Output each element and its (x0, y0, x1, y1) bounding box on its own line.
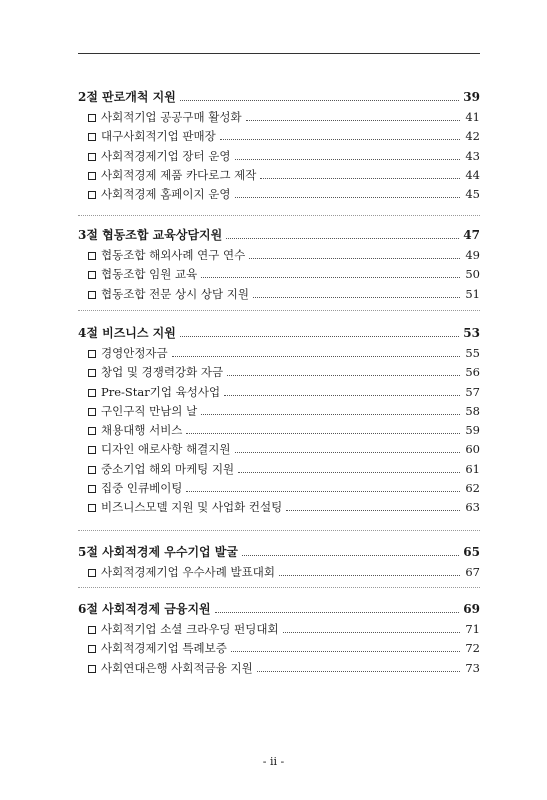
dot-leader (180, 336, 459, 337)
section-title: 5절 사회적경제 우수기업 발굴 (78, 545, 238, 559)
item-page-number: 45 (465, 187, 480, 202)
item-label: 비즈니스모델 지원 및 사업화 컨설팅 (101, 500, 283, 515)
section-title: 6절 사회적경제 금융지원 (78, 602, 211, 616)
toc-section-3 (78, 228, 480, 306)
item-label: 사회적경제기업 특례보증 (101, 641, 227, 656)
toc-item[interactable] (78, 661, 480, 675)
item-page-number: 63 (465, 500, 480, 515)
checkbox-icon (88, 350, 96, 358)
item-label: 사회적기업 공공구매 활성화 (101, 110, 242, 124)
toc-item[interactable] (78, 248, 480, 262)
dot-leader (180, 100, 459, 101)
checkbox-icon (88, 485, 96, 493)
item-label: 협동조합 임원 교육 (101, 267, 198, 282)
checkbox-icon (88, 626, 96, 634)
checkbox-icon (88, 389, 96, 397)
checkbox-icon (88, 252, 96, 260)
item-label: 경영안정자금 (101, 346, 168, 360)
item-label: 대구사회적기업 판매장 (101, 129, 216, 144)
item-page-number: 43 (465, 148, 480, 163)
dot-leader (260, 178, 460, 179)
toc-item[interactable] (78, 168, 480, 182)
toc-section-5 (78, 545, 480, 584)
item-label: 사회적경제기업 우수사례 발표대회 (101, 565, 275, 579)
toc-item[interactable] (78, 110, 480, 124)
checkbox-icon (88, 466, 96, 474)
checkbox-icon (88, 569, 96, 577)
dot-leader (226, 238, 459, 239)
dot-leader (257, 671, 460, 672)
toc-item[interactable] (78, 365, 480, 379)
item-page-number: 67 (465, 565, 480, 579)
section-heading[interactable] (78, 326, 480, 340)
item-label: 채용대행 서비스 (101, 423, 183, 438)
dot-leader (186, 491, 460, 492)
dot-leader (235, 159, 460, 160)
item-page-number: 56 (465, 365, 480, 380)
section-heading[interactable] (78, 602, 480, 616)
checkbox-icon (88, 645, 96, 653)
toc-item[interactable] (78, 622, 480, 636)
item-page-number: 50 (465, 267, 480, 282)
toc-item[interactable] (78, 346, 480, 360)
item-page-number: 61 (465, 461, 480, 476)
section-page-number: 47 (463, 228, 480, 242)
page-footer-number: - ii - (262, 755, 285, 768)
item-label: 사회적기업 소셜 크라우딩 펀딩대회 (101, 622, 279, 636)
item-label: 협동조합 해외사례 연구 연수 (101, 248, 246, 262)
toc-item[interactable] (78, 442, 480, 456)
section-heading[interactable] (78, 545, 480, 559)
checkbox-icon (88, 504, 96, 512)
section-title: 3절 협동조합 교육상담지원 (78, 228, 223, 242)
section-title: 2절 판로개척 지원 (78, 90, 176, 104)
item-label: 창업 및 경쟁력강화 자금 (101, 365, 224, 380)
section-heading[interactable] (78, 228, 480, 242)
toc-item[interactable] (78, 267, 480, 281)
checkbox-icon (88, 114, 96, 122)
checkbox-icon (88, 427, 96, 435)
item-label: 디자인 애로사항 해결지원 (101, 442, 231, 457)
dot-leader (246, 120, 460, 121)
checkbox-icon (88, 271, 96, 279)
item-page-number: 49 (465, 248, 480, 262)
toc-item[interactable] (78, 641, 480, 655)
item-page-number: 59 (465, 423, 480, 438)
section-separator (78, 215, 480, 216)
item-page-number: 73 (465, 660, 480, 675)
checkbox-icon (88, 369, 96, 377)
toc-item[interactable] (78, 385, 480, 399)
item-label: 사회적경제 제품 카다로그 제작 (101, 167, 257, 182)
item-page-number: 62 (465, 481, 480, 496)
dot-leader (242, 555, 459, 556)
checkbox-icon (88, 153, 96, 161)
toc-item[interactable] (78, 565, 480, 579)
dot-leader (186, 433, 460, 434)
toc-item[interactable] (78, 187, 480, 201)
dot-leader (249, 258, 460, 259)
item-page-number: 57 (465, 384, 480, 399)
dot-leader (279, 575, 460, 576)
item-label: 사회적경제 홈페이지 운영 (101, 187, 231, 202)
dot-leader (220, 139, 460, 140)
section-heading[interactable] (78, 90, 480, 104)
item-page-number: 51 (465, 286, 480, 301)
item-label: 사회연대은행 사회적금융 지원 (101, 660, 253, 675)
toc-item[interactable] (78, 481, 480, 495)
dot-leader (253, 297, 460, 298)
toc-section-4 (78, 326, 480, 520)
toc-section-2 (78, 90, 480, 206)
dot-leader (283, 632, 460, 633)
item-page-number: 58 (465, 403, 480, 418)
checkbox-icon (88, 665, 96, 673)
section-page-number: 53 (463, 326, 480, 340)
item-label: 협동조합 전문 상시 상담 지원 (101, 286, 249, 301)
item-page-number: 42 (465, 129, 480, 144)
toc-item[interactable] (78, 404, 480, 418)
dot-leader (231, 651, 460, 652)
section-page-number: 69 (463, 602, 480, 616)
checkbox-icon (88, 191, 96, 199)
dot-leader (201, 414, 460, 415)
checkbox-icon (88, 133, 96, 141)
toc-item[interactable] (78, 149, 480, 163)
section-page-number: 39 (463, 90, 480, 104)
item-label: Pre-Star기업 육성사업 (101, 384, 221, 399)
section-separator (78, 530, 480, 531)
item-label: 중소기업 해외 마케팅 지원 (101, 461, 235, 476)
dot-leader (286, 510, 460, 511)
item-label: 구인구직 만남의 날 (101, 403, 198, 418)
item-label: 사회적경제기업 장터 운영 (101, 148, 231, 163)
dot-leader (224, 395, 460, 396)
dot-leader (215, 612, 460, 613)
section-separator (78, 587, 480, 588)
checkbox-icon (88, 446, 96, 454)
toc-item[interactable] (78, 129, 480, 143)
section-title: 4절 비즈니스 지원 (78, 326, 176, 340)
dot-leader (238, 472, 460, 473)
dot-leader (227, 375, 460, 376)
section-page-number: 65 (463, 545, 480, 559)
item-page-number: 72 (465, 641, 480, 656)
checkbox-icon (88, 408, 96, 416)
dot-leader (235, 197, 460, 198)
toc-item[interactable] (78, 423, 480, 437)
item-page-number: 41 (465, 110, 480, 124)
section-separator (78, 310, 480, 311)
toc-item[interactable] (78, 500, 480, 514)
item-label: 집중 인큐베이팅 (101, 481, 183, 496)
item-page-number: 60 (465, 442, 480, 457)
item-page-number: 71 (465, 622, 480, 636)
toc-section-6 (78, 602, 480, 680)
toc-item[interactable] (78, 462, 480, 476)
dot-leader (172, 356, 460, 357)
item-page-number: 44 (465, 167, 480, 182)
dot-leader (201, 277, 460, 278)
top-rule (78, 53, 480, 54)
toc-item[interactable] (78, 287, 480, 301)
item-page-number: 55 (465, 346, 480, 360)
dot-leader (235, 452, 460, 453)
checkbox-icon (88, 291, 96, 299)
checkbox-icon (88, 172, 96, 180)
